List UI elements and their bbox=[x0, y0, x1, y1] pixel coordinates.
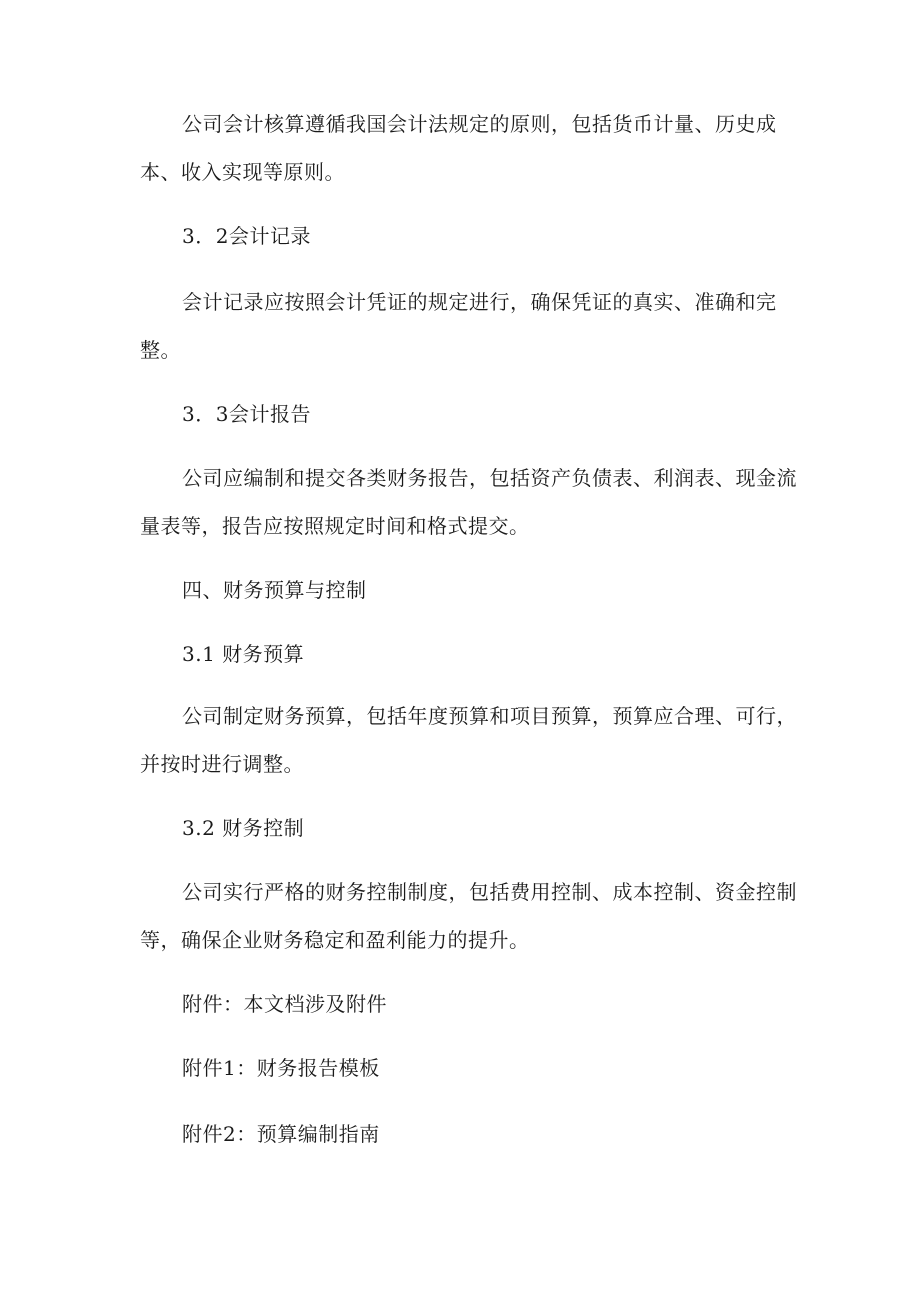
heading-accounting-reports: 3．3会计报告 bbox=[182, 402, 311, 426]
heading-accounting-records: 3．2会计记录 bbox=[182, 224, 311, 248]
attachment-1: 附件1：财务报告模板 bbox=[182, 1056, 380, 1080]
paragraph-accounting-records: 会计记录应按照会计凭证的规定进行，确保凭证的真实、准确和完整。 bbox=[140, 290, 777, 362]
attachments-intro: 附件：本文档涉及附件 bbox=[182, 992, 387, 1016]
heading-budget-and-control: 四、财务预算与控制 bbox=[182, 578, 367, 602]
paragraph-financial-control: 公司实行严格的财务控制制度，包括费用控制、成本控制、资金控制等，确保企业财务稳定和盈利能力的提升。 bbox=[140, 880, 797, 952]
paragraph-accounting-reports: 公司应编制和提交各类财务报告，包括资产负债表、利润表、现金流量表等，报告应按照规定时间和格式提交。 bbox=[140, 466, 797, 538]
paragraph-financial-budget: 公司制定财务预算，包括年度预算和项目预算，预算应合理、可行，并按时进行调整。 bbox=[140, 704, 797, 776]
paragraph-accounting-principles: 公司会计核算遵循我国会计法规定的原则，包括货币计量、历史成本、收入实现等原则。 bbox=[140, 112, 777, 184]
attachment-2: 附件2：预算编制指南 bbox=[182, 1122, 380, 1146]
heading-financial-budget: 3.1 财务预算 bbox=[182, 642, 305, 666]
heading-financial-control: 3.2 财务控制 bbox=[182, 816, 305, 840]
